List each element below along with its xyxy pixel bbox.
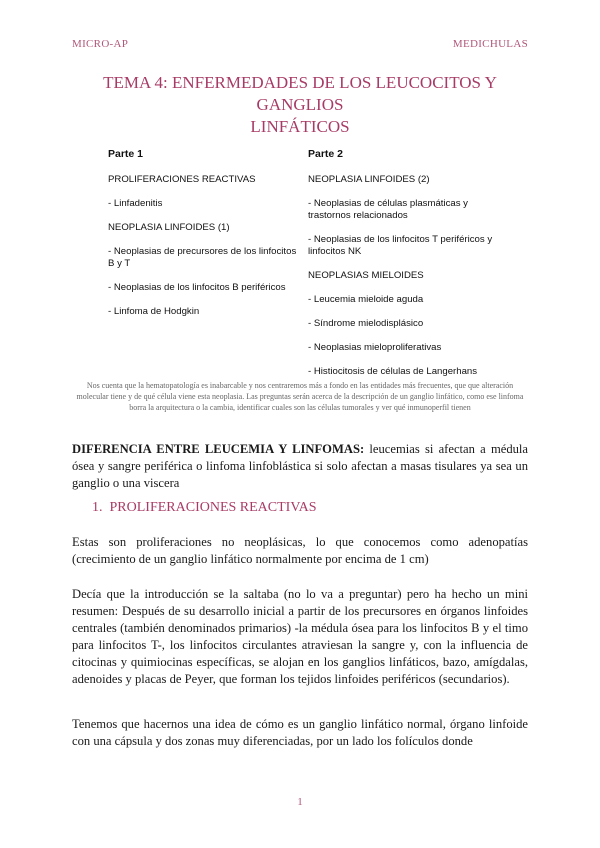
- part1-item: - Neoplasias de los linfocitos B periféricos: [108, 282, 286, 293]
- part1-item: NEOPLASIA LINFOIDES (1): [108, 222, 230, 233]
- part2-item: - Neoplasias de células plasmáticas y trastornos relacionados: [308, 198, 468, 221]
- difference-label: DIFERENCIA ENTRE LEUCEMIA Y LINFOMAS:: [72, 442, 365, 456]
- part1-item: - Linfadenitis: [108, 198, 163, 209]
- part2-item: - Leucemia mieloide aguda: [308, 294, 424, 305]
- part2-item: NEOPLASIAS MIELOIDES: [308, 270, 424, 281]
- part1-item: PROLIFERACIONES REACTIVAS: [108, 174, 256, 185]
- page-number: 1: [297, 796, 303, 808]
- paragraph-2: Decía que la introducción se la saltaba (no lo va a preguntar) pero ha hecho un mini resumen: Después de su desarrollo inicial a partir de los precursores en órganos linfoides centrales (también denominados primarios) -la médula ósea para los linfocitos B y el timo para linfocitos T-, los linfocitos circulantes atraviesan la sangre y, con la influencia de citocinas y quimiocinas específicas, se alojan en los ganglios linfáticos, bazo, amígdalas, adenoides y placas de Peyer, que forman los tejidos linfoides periféricos (secundarios).: [72, 587, 528, 686]
- title-line-1: TEMA 4: ENFERMEDADES DE LOS LEUCOCITOS Y GANGLIOS: [103, 73, 497, 114]
- outline-part-1: [108, 148, 298, 330]
- part1-item: - Linfoma de Hodgkin: [108, 306, 200, 317]
- part1-heading: Parte 1: [108, 148, 144, 160]
- part2-item: - Neoplasias mieloproliferativas: [308, 342, 442, 353]
- part2-item: - Síndrome mielodisplásico: [308, 318, 424, 329]
- outline-caption: Nos cuenta que la hematopatología es inabarcable y nos centraremos más a fondo en las entidades más frecuentes, que que alteración molecular tiene y de qué célula viene esta neoplasia. Las preguntas serán acerca de la descripción de un ganglio linfático, como ese linfoma borra la arquitectura o la cambia, identificar cuales son las células tumorales y ver qué inmunoperfil tienen: [76, 381, 524, 412]
- part2-heading: Parte 2: [308, 148, 344, 160]
- part2-item: - Neoplasias de los linfocitos T periféricos y linfocitos NK: [308, 234, 493, 257]
- part1-item: - Neoplasias de precursores de los linfocitos B y T: [108, 246, 297, 269]
- difference-paragraph: [72, 441, 528, 492]
- paragraph-3: Tenemos que hacernos una idea de cómo es un ganglio linfático normal, órgano linfoide con una cápsula y dos zonas muy diferenciadas, por un lado los folículos donde: [72, 717, 528, 748]
- paragraph-1: Estas son proliferaciones no neoplásicas, lo que conocemos como adenopatías (crecimiento de un ganglio linfático normalmente por encima de 1 cm): [72, 535, 528, 566]
- section-heading: [92, 500, 317, 516]
- part2-item: - Histiocitosis de células de Langerhans: [308, 366, 478, 377]
- page-title: [72, 72, 528, 138]
- title-line-2: LINFÁTICOS: [250, 117, 350, 136]
- header-left: MICRO-AP: [72, 38, 129, 50]
- difference-text: leucemias si afectan a médula ósea y sangre periférica o linfoma linfoblástica si solo afectan a masas tisulares ya sea un ganglio o una viscera: [72, 442, 529, 490]
- outline-part-2: [308, 148, 508, 390]
- section-title: PROLIFERACIONES REACTIVAS: [109, 500, 317, 515]
- header-right: MEDICHULAS: [452, 38, 528, 50]
- part2-item: NEOPLASIA LINFOIDES (2): [308, 174, 430, 185]
- section-number: 1.: [92, 500, 103, 515]
